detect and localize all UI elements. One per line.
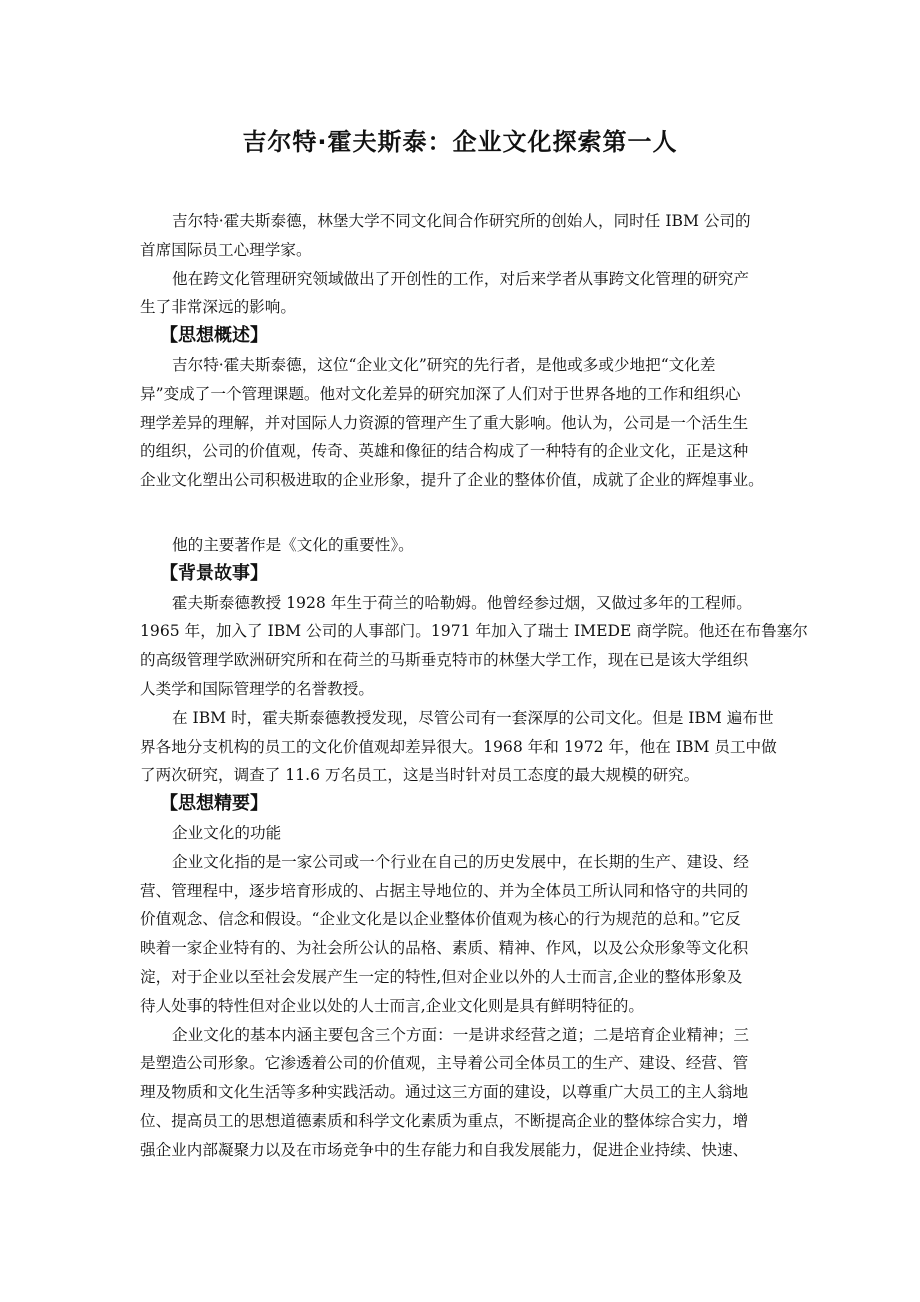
- paragraph-line: 企业文化的功能: [172, 823, 282, 842]
- paragraph-line: 理及物质和文化生活等多种实践活动。通过这三方面的建设，以尊重广大员工的主人翁地: [140, 1083, 749, 1102]
- paragraph: [140, 848, 790, 1021]
- document-body: [140, 207, 808, 1165]
- section-heading: [140, 322, 790, 351]
- paragraph-line: 首席国际员工心理学家。: [140, 240, 312, 259]
- paragraph-line: 霍夫斯泰德教授 1928 年生于荷兰的哈勒姆。他曾经参过烟，又做过多年的工程师。: [172, 593, 752, 612]
- paragraph-line: 的高级管理学欧洲研究所和在荷兰的马斯垂克特市的林堡大学工作，现在已是该大学组织: [140, 651, 749, 670]
- paragraph-line: 1965 年，加入了 IBM 公司的人事部门。1971 年加入了瑞士 IMEDE 商学院。他还在布鲁塞尔: [140, 622, 808, 641]
- section-heading-text: 【思想概述】: [160, 325, 268, 347]
- paragraph-line: 位、提高员工的思想道德素质和科学文化素质为重点，不断提高企业的整体综合实力，增: [140, 1111, 749, 1130]
- paragraph-line: 企业文化塑出公司积极进取的企业形象，提升了企业的整体价值，成就了企业的辉煌事业。: [140, 471, 764, 490]
- paragraph-line: 淀，对于企业以至社会发展产生一定的特性,但对企业以外的人士而言,企业的整体形象及: [140, 967, 743, 986]
- paragraph-line: 吉尔特·霍夫斯泰德，林堡大学不同文化间合作研究所的创始人，同时任 IBM 公司的: [172, 212, 751, 230]
- paragraph: [140, 207, 790, 265]
- paragraph-line: 了两次研究，调查了 11.6 万名员工，这是当时针对员工态度的最大规模的研究。: [140, 766, 700, 785]
- section-heading: [140, 560, 790, 589]
- paragraph-line: 企业文化的基本内涵主要包含三个方面：一是讲求经营之道；二是培育企业精神；三: [172, 1025, 749, 1044]
- paragraph-line: 吉尔特·霍夫斯泰德，这位“企业文化”研究的先行者，是他或多或少地把“文化差: [172, 355, 716, 374]
- paragraph-line: 他在跨文化管理研究领域做出了开创性的工作，对后来学者从事跨文化管理的研究产: [172, 269, 749, 288]
- section-heading: [140, 790, 790, 819]
- paragraph-line: 的组织，公司的价值观，传奇、英雄和像征的结合构成了一种特有的企业文化，正是这种: [140, 442, 749, 461]
- paragraph: [140, 589, 808, 704]
- paragraph-line: 异”变成了一个管理课题。他对文化差异的研究加深了人们对于世界各地的工作和组织心: [140, 384, 741, 403]
- paragraph-line: 理学差异的理解，并对国际人力资源的管理产生了重大影响。他认为，公司是一个活生生: [140, 413, 749, 432]
- paragraph-line: 界各地分支机构的员工的文化价值观却差异很大。1968 年和 1972 年，他在 IBM 员工中做: [140, 737, 777, 756]
- paragraph: [140, 265, 790, 323]
- blank-spacer: [140, 495, 790, 531]
- document-title: 吉尔特·霍夫斯泰：企业文化探索第一人: [242, 128, 678, 156]
- paragraph: [140, 351, 790, 495]
- paragraph-line: 在 IBM 时，霍夫斯泰德教授发现，尽管公司有一套深厚的公司文化。但是 IBM 遍布世: [172, 708, 774, 727]
- paragraph-line: 映着一家企业特有的、为社会所公认的品格、素质、精神、作风，以及公众形象等文化积: [140, 939, 749, 958]
- paragraph-line: 待人处事的特性但对企业以处的人士而言,企业文化则是具有鲜明特征的。: [140, 996, 644, 1015]
- section-heading-text: 【背景故事】: [160, 562, 268, 584]
- paragraph-line: 人类学和国际管理学的名誉教授。: [140, 679, 374, 698]
- paragraph-line: 强企业内部凝聚力以及在市场竞争中的生存能力和自我发展能力，促进企业持续、快速、: [140, 1140, 749, 1159]
- paragraph-line: 企业文化指的是一家公司或一个行业在自己的历史发展中，在长期的生产、建设、经: [172, 852, 749, 871]
- paragraph-line: 价值观念、信念和假设。“企业文化是以企业整体价值观为核心的行为规范的总和。”它反: [140, 910, 741, 929]
- paragraph: [140, 819, 790, 848]
- paragraph: [140, 704, 790, 790]
- paragraph-line: 是塑造公司形象。它渗透着公司的价值观，主导着公司全体员工的生产、建设、经营、管: [140, 1054, 749, 1073]
- paragraph-line: 营、管理程中，逐步培育形成的、占据主导地位的、并为全体员工所认同和恪守的共同的: [140, 881, 749, 900]
- paragraph: [140, 531, 790, 560]
- paragraph-line: 他的主要著作是《文化的重要性》。: [172, 535, 414, 554]
- paragraph: [140, 1021, 790, 1165]
- paragraph-line: 生了非常深远的影响。: [140, 298, 296, 317]
- section-heading-text: 【思想精要】: [160, 793, 268, 815]
